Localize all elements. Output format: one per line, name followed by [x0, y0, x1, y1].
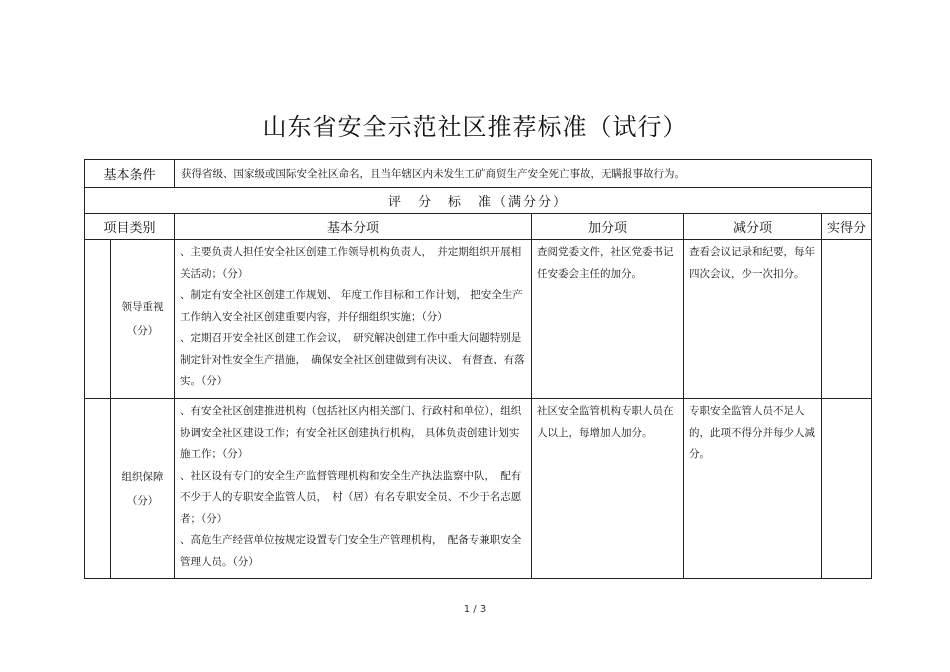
- basic-condition-label: 基本条件: [85, 160, 175, 188]
- deduct-text: 查看会议记录和纪要，每年四次会议，少一次扣分。: [689, 246, 816, 280]
- header-basic: 基本分项: [175, 214, 532, 240]
- actual-score-cell: [822, 399, 872, 579]
- deduct-text: 专职安全监管人员不足人的，此项不得分并每少人减分。: [689, 405, 816, 460]
- bonus-cell: [532, 399, 684, 579]
- basic-item: 、有安全社区创建推进机构（包括社区内相关部门、行政村和单位），组织协调安全社区建设工作；有安全社区创建执行机构， 具体负责创建计划实施工作；（分）: [180, 405, 522, 460]
- category-label: 组织保障: [121, 470, 164, 483]
- deduct-cell: [684, 240, 822, 399]
- header-row: [85, 214, 872, 240]
- basic-item: 、定期召开安全社区创建工作会议， 研究解决创建工作中重大问题特别是制定针对性安全生产措施， 确保安全社区创建做到有决议、 有督查、有落实。（分）: [180, 332, 525, 387]
- basic-item: 、主要负责人担任安全社区创建工作领导机构负责人， 并定期组织开展相关活动；（分）: [180, 246, 522, 280]
- basic-item: 、制定有安全社区创建工作规划、 年度工作目标和工作计划， 把安全生产工作纳入安全社区创建重要内容，并仔细组织实施；（分）: [180, 289, 523, 323]
- scoring-title: 评 分 标 准（满分分）: [85, 188, 872, 214]
- category-score: （分）: [126, 325, 159, 337]
- bonus-text: 查阅党委文件，社区党委书记任安委会主任的加分。: [537, 246, 674, 280]
- header-actual: 实得分: [822, 214, 872, 240]
- table-row: [85, 240, 872, 399]
- spacer-cell: [85, 240, 111, 399]
- basic-item: 、高危生产经营单位按规定设置专门安全生产管理机构， 配备专兼职安全管理人员。（分）: [180, 534, 522, 568]
- category-label: 领导重视: [121, 301, 164, 313]
- basic-condition-row: [85, 160, 872, 188]
- actual-score-cell: [822, 240, 872, 399]
- category-cell: [111, 399, 175, 579]
- category-cell: [111, 240, 175, 399]
- header-bonus: 加分项: [532, 214, 684, 240]
- page-indicator: 1 / 3: [463, 604, 487, 615]
- basic-item: 、社区设有专门的安全生产监督管理机构和安全生产执法监察中队， 配有不少于人的专职安全监管人员， 村（居）有名专职安全员、不少于名志愿者；（分）: [180, 469, 522, 525]
- standards-table: [84, 159, 872, 579]
- bonus-cell: [532, 240, 684, 399]
- bonus-text: 社区安全监管机构专职人员在人以上，每增加人加分。: [537, 405, 674, 439]
- spacer-cell: [85, 399, 111, 579]
- deduct-cell: [684, 399, 822, 579]
- header-category: 项目类别: [85, 214, 175, 240]
- basic-items-cell: [175, 240, 532, 399]
- scoring-title-row: [85, 188, 872, 214]
- basic-condition-text: 获得省级、国家级或国际安全社区命名，且当年辖区内未发生工矿商贸生产安全死亡事故，无瞒报事故行为。: [175, 160, 872, 188]
- table-row: [85, 399, 872, 579]
- page-title: 山东省安全示范社区推荐标准（试行）: [262, 113, 688, 141]
- basic-items-cell: [175, 399, 532, 579]
- header-deduct: 减分项: [684, 214, 822, 240]
- category-score: （分）: [126, 494, 159, 507]
